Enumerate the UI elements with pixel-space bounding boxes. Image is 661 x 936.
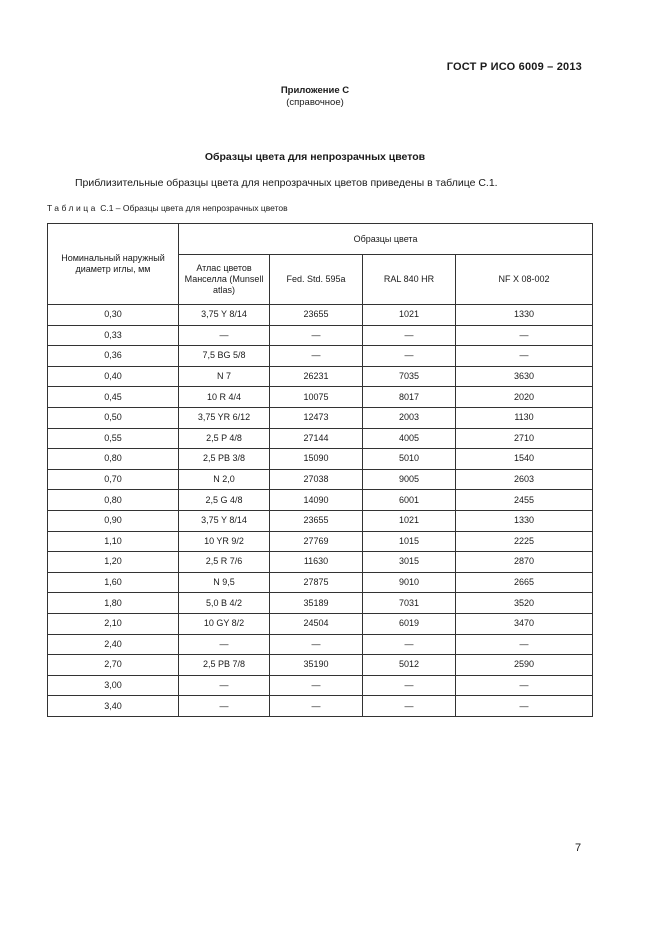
cell-munsell: 2,5 P 4/8 bbox=[179, 428, 270, 449]
cell-ral: — bbox=[363, 634, 456, 655]
cell-fed-std: 23655 bbox=[270, 305, 363, 326]
cell-diameter: 0,90 bbox=[48, 510, 179, 531]
cell-nf: 2225 bbox=[456, 531, 593, 552]
table-row bbox=[48, 407, 593, 428]
cell-fed-std: 35189 bbox=[270, 593, 363, 614]
cell-ral: 4005 bbox=[363, 428, 456, 449]
header-color-samples: Образцы цвета bbox=[179, 224, 593, 255]
cell-nf: 2020 bbox=[456, 387, 593, 408]
cell-munsell: 3,75 Y 8/14 bbox=[179, 305, 270, 326]
cell-diameter: 0,33 bbox=[48, 325, 179, 346]
header-ral: RAL 840 HR bbox=[363, 255, 456, 305]
cell-fed-std: 27769 bbox=[270, 531, 363, 552]
cell-ral: 6019 bbox=[363, 613, 456, 634]
cell-ral: 1021 bbox=[363, 305, 456, 326]
table-row bbox=[48, 305, 593, 326]
cell-fed-std: 27144 bbox=[270, 428, 363, 449]
header-diameter: Номинальный наружный диаметр иглы, мм bbox=[48, 224, 179, 305]
table-caption-text: С.1 – Образцы цвета для непрозрачных цветов bbox=[97, 203, 288, 213]
table-row bbox=[48, 593, 593, 614]
table-row bbox=[48, 655, 593, 676]
cell-diameter: 1,20 bbox=[48, 552, 179, 573]
cell-diameter: 1,60 bbox=[48, 572, 179, 593]
cell-ral: 5012 bbox=[363, 655, 456, 676]
cell-munsell: 5,0 B 4/2 bbox=[179, 593, 270, 614]
cell-munsell: 2,5 PB 7/8 bbox=[179, 655, 270, 676]
cell-nf: 1540 bbox=[456, 449, 593, 470]
cell-fed-std: 11630 bbox=[270, 552, 363, 573]
table-row bbox=[48, 675, 593, 696]
table-row bbox=[48, 366, 593, 387]
cell-diameter: 2,70 bbox=[48, 655, 179, 676]
cell-ral: 5010 bbox=[363, 449, 456, 470]
cell-ral: — bbox=[363, 696, 456, 717]
cell-munsell: 10 R 4/4 bbox=[179, 387, 270, 408]
cell-munsell: — bbox=[179, 696, 270, 717]
cell-diameter: 0,50 bbox=[48, 407, 179, 428]
cell-nf: 2870 bbox=[456, 552, 593, 573]
cell-munsell: 2,5 PB 3/8 bbox=[179, 449, 270, 470]
table-row bbox=[48, 325, 593, 346]
cell-nf: 2590 bbox=[456, 655, 593, 676]
cell-munsell: — bbox=[179, 675, 270, 696]
cell-ral: 9005 bbox=[363, 469, 456, 490]
cell-nf: 2665 bbox=[456, 572, 593, 593]
cell-fed-std: 15090 bbox=[270, 449, 363, 470]
cell-diameter: 3,00 bbox=[48, 675, 179, 696]
header-munsell: Атлас цветов Манселла (Munsell atlas) bbox=[179, 255, 270, 305]
cell-ral: 6001 bbox=[363, 490, 456, 511]
cell-ral: — bbox=[363, 325, 456, 346]
table-row bbox=[48, 490, 593, 511]
cell-ral: 1021 bbox=[363, 510, 456, 531]
cell-nf: 2455 bbox=[456, 490, 593, 511]
cell-ral: 7031 bbox=[363, 593, 456, 614]
appendix-heading bbox=[0, 85, 630, 109]
cell-fed-std: 35190 bbox=[270, 655, 363, 676]
cell-fed-std: — bbox=[270, 634, 363, 655]
cell-munsell: 2,5 G 4/8 bbox=[179, 490, 270, 511]
cell-diameter: 0,80 bbox=[48, 490, 179, 511]
cell-nf: 2603 bbox=[456, 469, 593, 490]
cell-nf: 3470 bbox=[456, 613, 593, 634]
cell-nf: 3520 bbox=[456, 593, 593, 614]
table-row bbox=[48, 428, 593, 449]
cell-munsell: N 2,0 bbox=[179, 469, 270, 490]
cell-diameter: 0,45 bbox=[48, 387, 179, 408]
header-fed-std: Fed. Std. 595a bbox=[270, 255, 363, 305]
cell-fed-std: — bbox=[270, 696, 363, 717]
cell-fed-std: 27875 bbox=[270, 572, 363, 593]
cell-ral: 2003 bbox=[363, 407, 456, 428]
table-row bbox=[48, 613, 593, 634]
cell-munsell: — bbox=[179, 634, 270, 655]
cell-munsell: 3,75 Y 8/14 bbox=[179, 510, 270, 531]
table-row bbox=[48, 531, 593, 552]
table-caption bbox=[47, 203, 288, 213]
section-title: Образцы цвета для непрозрачных цветов bbox=[204, 151, 426, 163]
header-nf: NF X 08-002 bbox=[456, 255, 593, 305]
cell-nf: 1330 bbox=[456, 510, 593, 531]
cell-munsell: 10 GY 8/2 bbox=[179, 613, 270, 634]
cell-fed-std: — bbox=[270, 325, 363, 346]
table-caption-label: Таблица bbox=[47, 203, 98, 213]
cell-diameter: 0,80 bbox=[48, 449, 179, 470]
cell-munsell: N 9,5 bbox=[179, 572, 270, 593]
cell-diameter: 2,10 bbox=[48, 613, 179, 634]
cell-fed-std: 10075 bbox=[270, 387, 363, 408]
cell-fed-std: — bbox=[270, 346, 363, 367]
cell-nf: — bbox=[456, 675, 593, 696]
cell-fed-std: 14090 bbox=[270, 490, 363, 511]
cell-nf: 3630 bbox=[456, 366, 593, 387]
standard-header: ГОСТ Р ИСО 6009 – 2013 bbox=[446, 61, 582, 73]
appendix-subtitle: (справочное) bbox=[286, 97, 344, 108]
cell-nf: — bbox=[456, 346, 593, 367]
cell-ral: 3015 bbox=[363, 552, 456, 573]
cell-diameter: 0,55 bbox=[48, 428, 179, 449]
cell-fed-std: 27038 bbox=[270, 469, 363, 490]
cell-munsell: 10 YR 9/2 bbox=[179, 531, 270, 552]
color-samples-table bbox=[47, 223, 593, 717]
cell-nf: — bbox=[456, 634, 593, 655]
cell-diameter: 0,40 bbox=[48, 366, 179, 387]
cell-fed-std: 12473 bbox=[270, 407, 363, 428]
cell-nf: — bbox=[456, 325, 593, 346]
cell-munsell: 7,5 BG 5/8 bbox=[179, 346, 270, 367]
cell-ral: — bbox=[363, 346, 456, 367]
cell-ral: — bbox=[363, 675, 456, 696]
cell-nf: 2710 bbox=[456, 428, 593, 449]
cell-diameter: 0,30 bbox=[48, 305, 179, 326]
cell-ral: 9010 bbox=[363, 572, 456, 593]
intro-paragraph: Приблизительные образцы цвета для непрозрачных цветов приведены в таблице С.1. bbox=[75, 177, 498, 189]
cell-fed-std: 23655 bbox=[270, 510, 363, 531]
cell-diameter: 1,80 bbox=[48, 593, 179, 614]
cell-fed-std: 24504 bbox=[270, 613, 363, 634]
cell-ral: 7035 bbox=[363, 366, 456, 387]
table-row bbox=[48, 510, 593, 531]
page-number: 7 bbox=[575, 842, 582, 854]
cell-diameter: 0,70 bbox=[48, 469, 179, 490]
cell-fed-std: 26231 bbox=[270, 366, 363, 387]
cell-nf: — bbox=[456, 696, 593, 717]
table-row bbox=[48, 387, 593, 408]
cell-diameter: 2,40 bbox=[48, 634, 179, 655]
cell-ral: 1015 bbox=[363, 531, 456, 552]
cell-ral: 8017 bbox=[363, 387, 456, 408]
cell-munsell: 3,75 YR 6/12 bbox=[179, 407, 270, 428]
table-row bbox=[48, 346, 593, 367]
table-row bbox=[48, 572, 593, 593]
cell-diameter: 0,36 bbox=[48, 346, 179, 367]
cell-munsell: 2,5 R 7/6 bbox=[179, 552, 270, 573]
table-row bbox=[48, 449, 593, 470]
cell-munsell: — bbox=[179, 325, 270, 346]
table-row bbox=[48, 696, 593, 717]
cell-diameter: 3,40 bbox=[48, 696, 179, 717]
cell-nf: 1330 bbox=[456, 305, 593, 326]
table-row bbox=[48, 634, 593, 655]
appendix-title: Приложение С bbox=[280, 85, 350, 96]
cell-fed-std: — bbox=[270, 675, 363, 696]
cell-diameter: 1,10 bbox=[48, 531, 179, 552]
cell-munsell: N 7 bbox=[179, 366, 270, 387]
table-row bbox=[48, 552, 593, 573]
table-row bbox=[48, 469, 593, 490]
cell-nf: 1130 bbox=[456, 407, 593, 428]
